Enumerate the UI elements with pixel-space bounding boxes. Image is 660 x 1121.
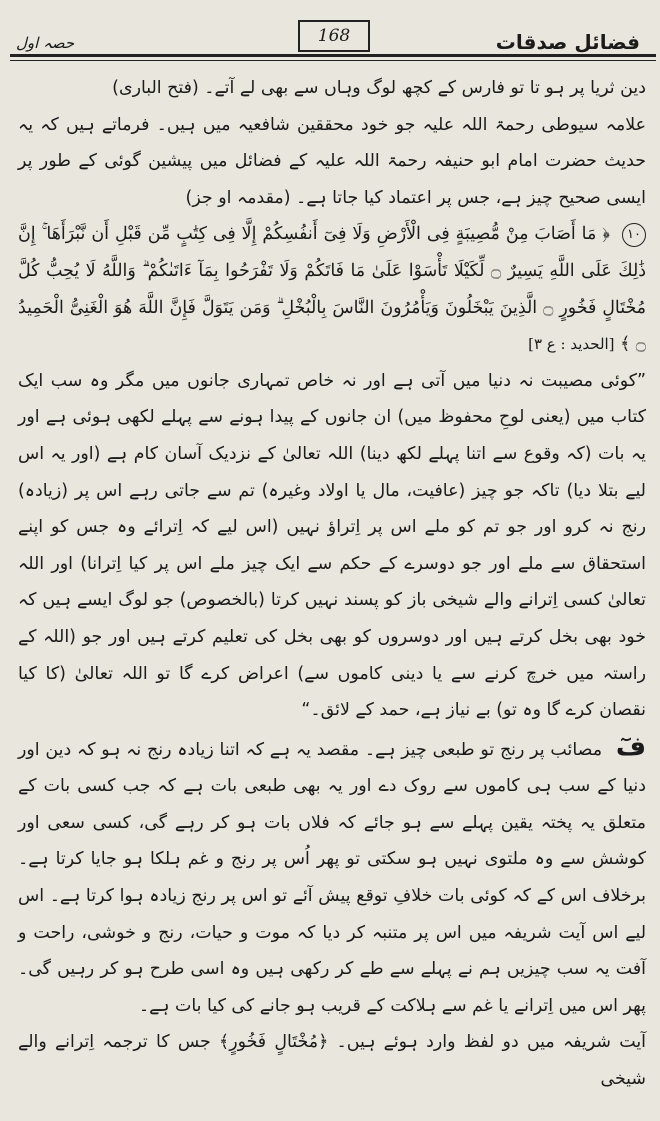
- ayah-number: ١٠: [622, 223, 646, 247]
- page-header: [0, 0, 660, 62]
- section-label: حصہ اول: [16, 34, 75, 52]
- page-body: [18, 70, 646, 1098]
- fa-label: فٓ: [615, 731, 647, 762]
- ayah-reference: [الحدید : ع ٣]: [528, 335, 615, 354]
- commentary: [18, 729, 646, 1025]
- paragraph: دین ثریا پر ہو تا تو فارس کے کچھ لوگ وہاں سے بھی لے آتے۔ (فتح الباری): [112, 78, 646, 98]
- book-title: فضائل صدقات: [495, 30, 640, 54]
- ayah-text: ﴿ مَا أَصَابَ مِنْ مُّصِيبَةٍ فِى الْأَرْضِ وَلَا فِىٓ أَنفُسِكُمْ إِلَّا فِى كِتَٰبٍ مِّن قَبْلِ أَن نَّبْرَأَهَا ۚ إِنَّ ذَٰلِكَ عَلَى اللَّهِ يَسِيرٌ ۝ لِّكَيْلَا تَأْسَوْا عَلَىٰ مَا فَاتَكُمْ وَلَا تَفْرَحُوا بِمَآ ءَاتَىٰكُمْ ۗ وَاللَّهُ لَا يُحِبُّ كُلَّ مُخْتَالٍ فَخُورٍ ۝ الَّذِينَ يَبْخَلُونَ وَيَأْمُرُونَ النَّاسَ بِالْبُخْلِ ۗ وَمَن يَتَوَلَّ فَإِنَّ اللَّهَ هُوَ الْغَنِىُّ الْحَمِيدُ ۝ ﴾: [18, 224, 646, 355]
- header-rule-thin: [10, 60, 656, 61]
- paragraph: علامہ سیوطی رحمۃ اللہ علیہ جو خود محققین شافعیہ میں ہیں۔ فرماتے ہیں کہ یہ حدیث حضرت امام ابو حنیفہ رحمۃ اللہ علیہ کے فضائل میں پیشین گوئی کے طور پر ایسی صحیح چیز ہے، جس پر اعتماد کیا جاتا ہے۔ (مقدمہ او جز): [18, 114, 646, 208]
- quran-ayah: [18, 216, 646, 362]
- translation: ”کوئی مصیبت نہ دنیا میں آتی ہے اور نہ خاص تمہاری جانوں میں مگر وہ سب ایک کتاب میں (یعنی لوحِ محفوظ میں) ان جانوں کے پیدا ہونے سے پہلے لکھی ہوئی ہے اور یہ بات (کہ وقوع سے اتنا پہلے لکھ دینا) اللہ تعالیٰ کے نزدیک آسان کام ہے (اور یہ اس لیے بتلا دیا) تاکہ جو چیز (عافیت، مال یا اولاد وغیرہ) تم سے جاتی رہے اس پر (زیادہ) رنج نہ کرو اور جو تم کو ملے اس پر اِتراؤ نہیں (اس لیے کہ اِترائے وہ جس کو اپنے استحقاق سے ملے اور جو دوسرے کے حکم سے ایک چیز ملے اس پر کیا اِترانا) اور اللہ تعالیٰ کسی اِترانے والے شیخی باز کو پسند نہیں کرتا (بالخصوص) جو لوگ ایسے ہیں کہ خود بھی بخل کرتے ہیں اور دوسروں کو بھی بخل کی تعلیم کرتے ہیں اور جو (اللہ کے راستہ میں خرچ کرنے سے یا دینی کاموں سے) اعراض کرے گا تو اللہ تعالیٰ (کا کیا نقصان کرے گا وہ تو) بے نیاز ہے، حمد کے لائق۔“: [18, 370, 646, 721]
- page-number: 168: [298, 20, 370, 52]
- header-rule: [10, 54, 656, 57]
- commentary: آیت شریفہ میں دو لفظ وارد ہوئے ہیں۔ ﴿مُخْتَالٍ فَخُورٍ﴾ جس کا ترجمہ اِترانے والے شیخی: [18, 1032, 646, 1090]
- commentary-text: مصائب پر رنج تو طبعی چیز ہے۔ مقصد یہ ہے کہ اتنا زیادہ رنج نہ ہو کہ دین اور دنیا کے سب ہی کاموں سے روک دے اور یہ بھی طبعی بات ہے کہ جب کسی بات کے متعلق یہ پختہ یقین پہلے سے ہو جائے کہ فلاں بات ہو کر رہے گی، کسی سعی اور کوشش سے وہ ملتوی نہیں ہو سکتی تو پھر اُس پر رنج و غم ہلکا ہو جایا کرتا ہے۔ برخلاف اس کے کہ کوئی بات خلافِ توقع پیش آئے تو اس پر رنج زیادہ ہوا کرتا ہے۔ اس لیے اس آیت شریفہ میں اس پر متنبہ کر دیا کہ موت و حیات، رنج و خوشی، راحت و آفت یہ سب چیزیں ہم نے پہلے سے طے کر رکھی ہیں وہ اسی طرح ہو کر رہیں گی۔ پھر اس میں اِترانے یا غم سے ہلاکت کے قریب ہو جانے کی کیا بات ہے۔: [18, 739, 646, 1016]
